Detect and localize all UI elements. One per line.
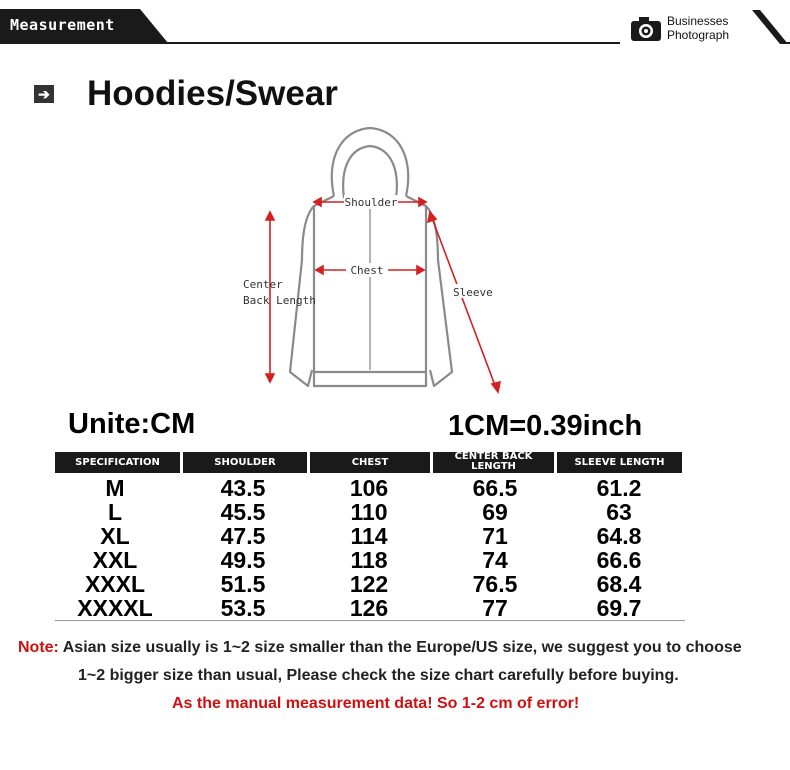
shoulder-cell: 51.5: [220, 571, 266, 597]
chest-cell: 114: [350, 523, 388, 549]
center-back-label-1: Center: [243, 278, 283, 291]
note-text-1: Asian size usually is 1~2 size smaller than the Europe/US size, we suggest you to choose: [58, 639, 742, 656]
chest-cell: 110: [350, 499, 388, 525]
center-back-label-2: Back Length: [243, 294, 316, 307]
header-chest: CHEST: [310, 452, 430, 473]
sleeve-length-cell: 68.4: [596, 571, 642, 597]
size-cell: XXXL: [84, 571, 146, 597]
sleeve-length-cell: 64.8: [596, 523, 642, 549]
arrow-right-icon: ➔: [34, 85, 54, 103]
conversion-label: 1CM=0.39inch: [448, 410, 643, 442]
hoodie-outline: [290, 128, 452, 386]
sleeve-label: Sleeve: [453, 286, 493, 299]
size-cell: M: [105, 475, 125, 501]
sleeve-length-cell: 69.7: [596, 595, 642, 621]
size-cell: XXXXL: [77, 595, 153, 621]
header-specification: SPECIFICATION: [55, 452, 180, 473]
sleeve-length-cell: 63: [606, 499, 632, 525]
table-row: [55, 572, 685, 596]
shoulder-label: Shoulder: [344, 196, 398, 209]
header-sleeve-length: SLEEVE LENGTH: [557, 452, 682, 473]
back-length-cell: 66.5: [472, 475, 518, 501]
note-line-2: 1~2 bigger size than usual, Please check the size chart carefully before buying.: [78, 667, 679, 684]
shoulder-cell: 45.5: [220, 499, 266, 525]
chest-cell: 118: [350, 547, 388, 573]
back-length-cell: 74: [482, 547, 508, 573]
size-chart-table: [55, 452, 685, 621]
table-body: [55, 473, 685, 621]
header-shoulder: SHOULDER: [183, 452, 307, 473]
table-row: [55, 476, 685, 500]
top-banner: [0, 0, 790, 48]
note-line-3: As the manual measurement data! So 1-2 cm of error!: [172, 695, 580, 712]
back-length-cell: 77: [482, 595, 508, 621]
size-cell: XXL: [92, 547, 138, 573]
size-cell: XL: [100, 523, 130, 549]
chest-label: Chest: [350, 264, 384, 277]
brand-line-2: Photograph: [667, 28, 730, 42]
hoodie-measurement-diagram: [230, 120, 520, 410]
table-row: [55, 500, 685, 524]
brand-line-1: Businesses: [667, 14, 729, 28]
back-length-cell: 71: [482, 523, 508, 549]
sleeve-length-cell: 66.6: [596, 547, 642, 573]
shoulder-cell: 49.5: [220, 547, 266, 573]
unit-label: Unite:CM: [68, 408, 196, 440]
chest-cell: 126: [349, 595, 389, 621]
table-row: [55, 596, 685, 621]
chest-cell: 106: [349, 475, 389, 501]
note-line-1: [18, 639, 742, 657]
brand-text: [667, 14, 729, 42]
header-center-back-length: CENTER BACK LENGTH: [433, 452, 554, 473]
shoulder-cell: 43.5: [220, 475, 266, 501]
sleeve-length-cell: 61.2: [596, 475, 642, 501]
shoulder-cell: 47.5: [220, 523, 266, 549]
note-label: Note:: [18, 639, 59, 656]
measurement-tag: [0, 9, 140, 43]
table-row: [55, 548, 685, 572]
chest-cell: 122: [349, 571, 389, 597]
page-title: Hoodies/Swear: [87, 74, 338, 113]
back-length-cell: 76.5: [472, 571, 518, 597]
shoulder-cell: 53.5: [220, 595, 266, 621]
size-cell: L: [107, 499, 123, 525]
table-row: [55, 524, 685, 548]
camera-icon: [630, 16, 662, 42]
table-header: [55, 452, 685, 473]
measurement-tag-label: Measurement: [10, 16, 115, 34]
back-length-cell: 69: [482, 499, 508, 525]
